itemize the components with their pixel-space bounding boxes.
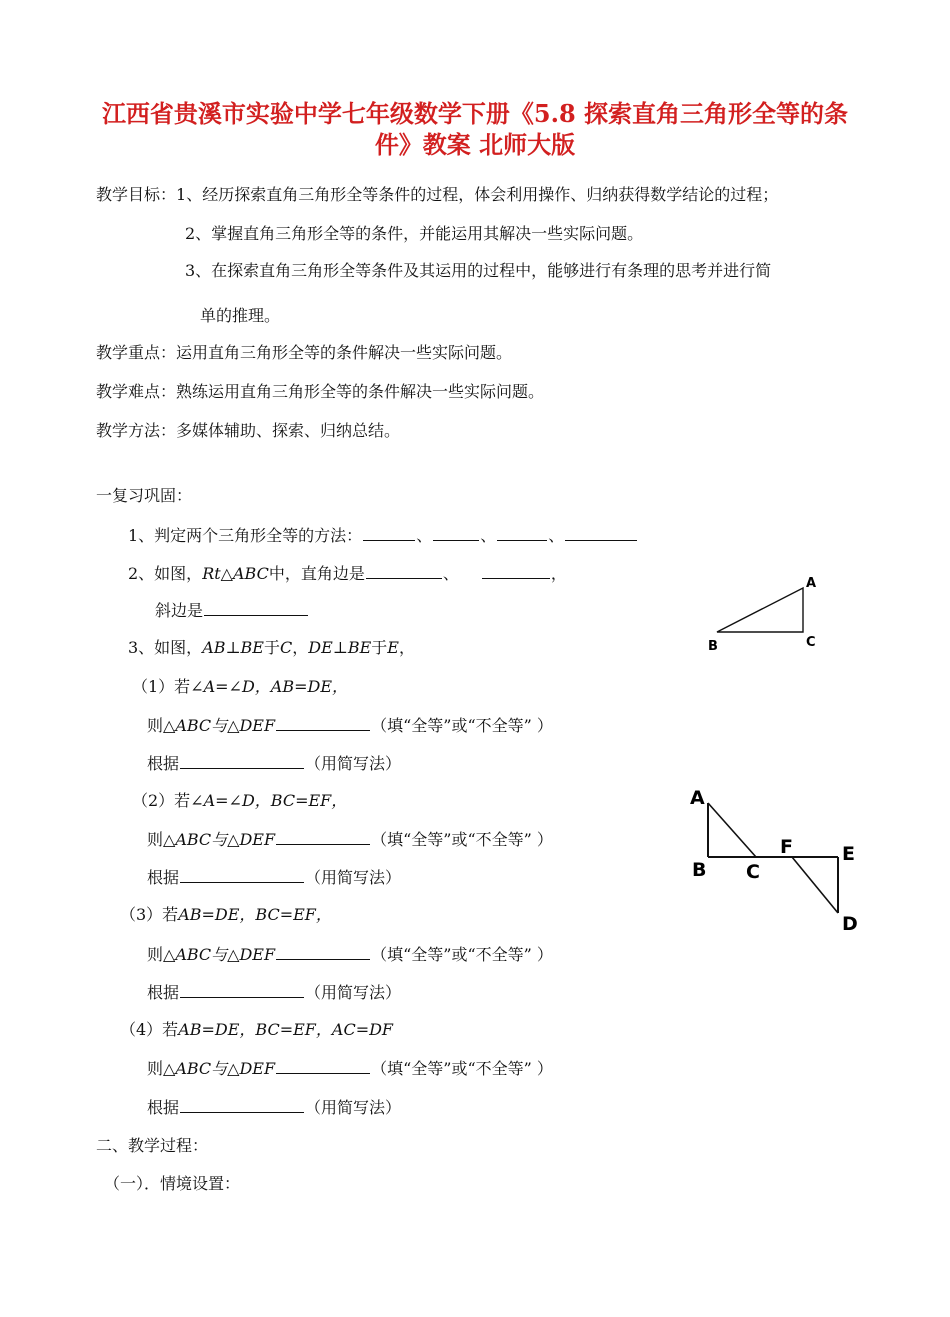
basis-note: （用简写法） — [305, 868, 402, 887]
document-title — [60, 98, 890, 160]
label-b: B — [692, 859, 707, 881]
goals-line-1 — [96, 185, 778, 205]
q2-triangle: Rt△ABC — [202, 564, 269, 583]
label-a: A — [690, 787, 705, 809]
case-3-basis-blank[interactable] — [180, 982, 304, 998]
case-2-condition — [132, 791, 347, 811]
basis-label: 根据 — [147, 868, 180, 887]
goal-item-3a: 3、在探索直角三角形全等条件及其运用的过程中，能够进行有条理的思考并进行简 — [185, 261, 772, 280]
question-2-hypotenuse — [155, 600, 309, 621]
label-c: C — [746, 861, 760, 883]
q3-mid: 于 — [263, 638, 280, 657]
case-2-basis-blank[interactable] — [180, 867, 304, 883]
basis-note: （用简写法） — [305, 983, 402, 1002]
then-triangles: △ABC与△DEF — [163, 830, 276, 849]
basis-note: （用简写法） — [305, 754, 402, 773]
fill-note: （填“全等”或“不全等” ） — [371, 945, 553, 964]
teaching-focus: 教学重点：运用直角三角形全等的条件解决一些实际问题。 — [96, 343, 513, 362]
then-prefix: 则 — [147, 830, 164, 849]
q2-blank-leg-2[interactable] — [482, 563, 550, 579]
question-3 — [128, 638, 415, 658]
case-1-condition — [132, 677, 348, 697]
q1-blank-3[interactable] — [497, 525, 547, 541]
goal-item-2: 2、掌握直角三角形全等的条件，并能运用其解决一些实际问题。 — [185, 224, 644, 243]
case-2-then — [147, 829, 553, 850]
separator: 、 — [548, 526, 565, 545]
goals-label: 教学目标： — [96, 185, 177, 204]
teaching-method: 教学方法：多媒体辅助、探索、归纳总结。 — [96, 421, 401, 440]
then-triangles: △ABC与△DEF — [163, 1059, 276, 1078]
q1-text: 1、判定两个三角形全等的方法： — [128, 526, 363, 545]
q2-blank-leg-1[interactable] — [366, 563, 442, 579]
question-2 — [128, 563, 567, 584]
title-line-1: 江西省贵溪市实验中学七年级数学下册《5.8 探索直角三角形全等的条 — [101, 99, 849, 128]
label-c: C — [806, 635, 816, 650]
figure-two-triangles — [680, 780, 880, 940]
q3-condition-1: AB⊥BE — [202, 638, 264, 657]
q3-point-c: C — [280, 638, 293, 657]
then-prefix: 则 — [147, 1059, 164, 1078]
q3-point-e: E — [387, 638, 399, 657]
q2-prefix: 2、如图， — [128, 564, 203, 583]
goal-item-3b: 单的推理。 — [200, 306, 281, 325]
case-1-answer-blank[interactable] — [276, 715, 370, 731]
case-4-answer-blank[interactable] — [276, 1058, 370, 1074]
case-cond: AB=DE，BC=EF，AC=DF — [178, 1020, 394, 1039]
case-4-basis-blank[interactable] — [180, 1097, 304, 1113]
question-1 — [128, 525, 638, 546]
segment-ac — [708, 803, 756, 857]
basis-label: 根据 — [147, 754, 180, 773]
label-b: B — [708, 639, 718, 654]
separator: ， — [398, 638, 415, 657]
teaching-difficulty: 教学难点：熟练运用直角三角形全等的条件解决一些实际问题。 — [96, 382, 545, 401]
case-2-basis — [147, 867, 401, 888]
case-1-then — [147, 715, 553, 736]
q3-prefix: 3、如图， — [128, 638, 203, 657]
q1-blank-4[interactable] — [565, 525, 637, 541]
basis-label: 根据 — [147, 1098, 180, 1117]
basis-label: 根据 — [147, 983, 180, 1002]
case-3-then — [147, 944, 553, 965]
section-2-heading: 二、教学过程： — [96, 1136, 209, 1155]
fill-note: （填“全等”或“不全等” ） — [371, 830, 553, 849]
case-3-basis — [147, 982, 401, 1003]
label-a: A — [806, 576, 817, 591]
goal-item-1: 1、经历探索直角三角形全等条件的过程，体会利用操作、归纳获得数学结论的过程； — [176, 185, 779, 204]
section-2-sub-1: （一）．情境设置： — [104, 1174, 241, 1193]
case-3-condition — [120, 905, 332, 925]
q1-blank-2[interactable] — [433, 525, 479, 541]
separator: ， — [550, 564, 567, 583]
fill-note: （填“全等”或“不全等” ） — [371, 716, 553, 735]
case-3-answer-blank[interactable] — [276, 944, 370, 960]
segment-fd — [792, 857, 838, 913]
q3-condition-2: DE⊥BE — [308, 638, 372, 657]
q1-blank-1[interactable] — [363, 525, 415, 541]
q2-mid: 中，直角边是 — [268, 564, 365, 583]
case-1-basis — [147, 753, 401, 774]
case-number: （1）若 — [132, 677, 191, 696]
separator: 、 — [416, 526, 433, 545]
case-number: （4）若 — [120, 1020, 179, 1039]
review-heading: 一复习巩固： — [96, 486, 193, 505]
then-triangles: △ABC与△DEF — [163, 716, 276, 735]
label-f: F — [780, 836, 793, 858]
q2-hyp-label: 斜边是 — [155, 601, 204, 620]
fill-note: （填“全等”或“不全等” ） — [371, 1059, 553, 1078]
then-prefix: 则 — [147, 945, 164, 964]
case-cond: ∠A=∠D，BC=EF， — [190, 791, 348, 810]
then-triangles: △ABC与△DEF — [163, 945, 276, 964]
case-1-basis-blank[interactable] — [180, 753, 304, 769]
title-line-2: 件》教案 北师大版 — [374, 130, 576, 159]
case-number: （2）若 — [132, 791, 191, 810]
case-2-answer-blank[interactable] — [276, 829, 370, 845]
q2-blank-hyp[interactable] — [204, 600, 308, 616]
case-cond: AB=DE，BC=EF， — [178, 905, 332, 924]
then-prefix: 则 — [147, 716, 164, 735]
case-cond: ∠A=∠D，AB=DE， — [190, 677, 349, 696]
separator: ， — [292, 638, 309, 657]
figure-right-triangle — [700, 570, 830, 660]
triangle-abc — [717, 588, 803, 632]
case-4-then — [147, 1058, 553, 1079]
case-4-basis — [147, 1097, 401, 1118]
separator: 、 — [480, 526, 497, 545]
q3-mid: 于 — [371, 638, 388, 657]
case-4-condition — [120, 1020, 393, 1040]
label-e: E — [842, 843, 855, 865]
case-number: （3）若 — [120, 905, 179, 924]
label-d: D — [842, 913, 858, 935]
basis-note: （用简写法） — [305, 1098, 402, 1117]
separator: 、 — [442, 564, 459, 583]
